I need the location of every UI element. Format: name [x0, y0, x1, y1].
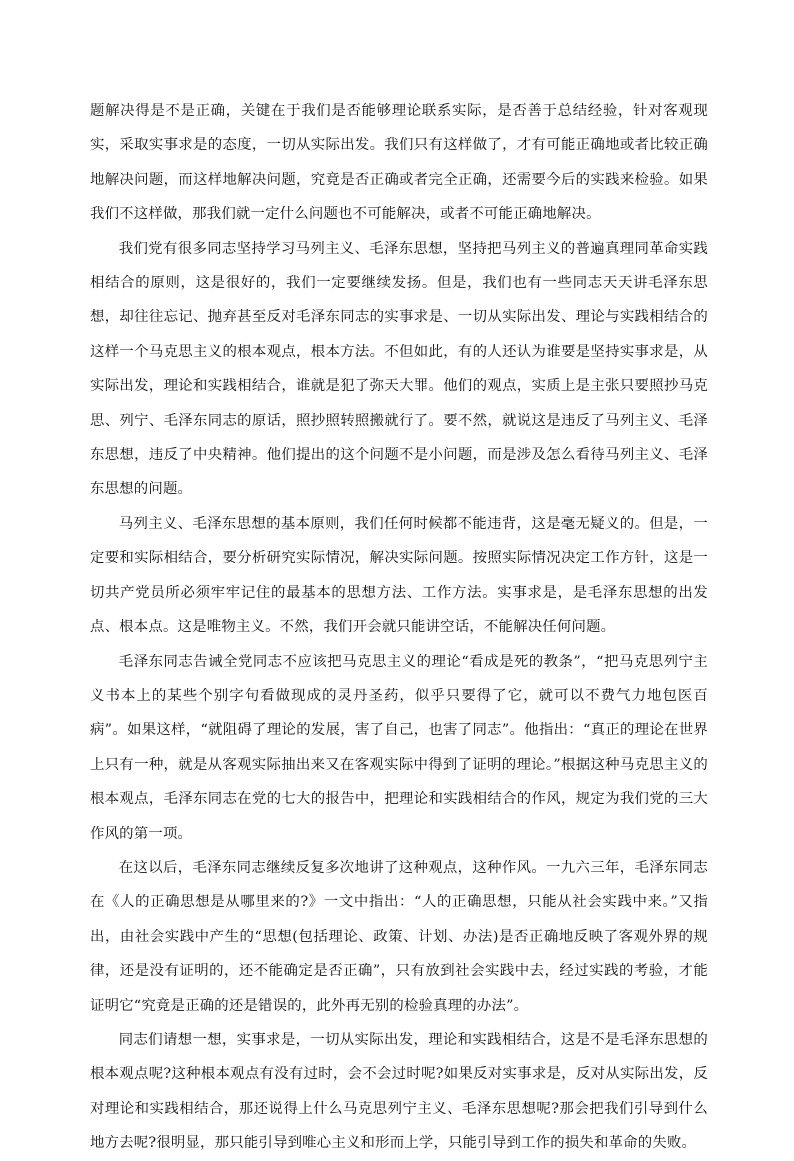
paragraph-2: 我们党有很多同志坚持学习马列主义、毛泽东思想，坚持把马列主义的普遍真理同革命实践相结合的原则，这是很好的，我们一定要继续发扬。但是，我们也有一些同志天天讲毛泽东思想，却往往忘记、抛弃甚至反对毛泽东同志的实事求是、一切从实际出发、理论与实践相结合的这样一个马克思主义的根本观点，根本方法。不但如此，有的人还认为谁要是坚持实事求是，从实际出发，理论和实践相结合，谁就是犯了弥天大罪。他们的观点，实质上是主张只要照抄马克思、列宁、毛泽东同志的原话，照抄照转照搬就行了。要不然，就说这是违反了马列主义、毛泽东思想，违反了中央精神。他们提出的这个问题不是小问题，而是涉及怎么看待马列主义、毛泽东思想的问题。 [90, 240, 708, 498]
document-body [90, 94, 708, 1161]
paragraph-1: 题解决得是不是正确，关键在于我们是否能够理论联系实际，是否善于总结经验，针对客观现实，采取实事求是的态度，一切从实际出发。我们只有这样做了，才有可能正确地或者比较正确地解决问题，而这样地解决问题，究竟是否正确或者完全正确，还需要今后的实践来检验。如果我们不这样做，那我们就一定什么问题也不可能解决，或者不可能正确地解决。 [90, 103, 708, 223]
paragraph-6: 同志们请想一想，实事求是，一切从实际出发，理论和实践相结合，这是不是毛泽东思想的根本观点呢?这种根本观点有没有过时，会不会过时呢?如果反对实事求是，反对从实际出发，反对理论和实践相结合，那还说得上什么马克思列宁主义、毛泽东思想呢?那会把我们引导到什么地方去呢?很明显，那只能引导到唯心主义和形而上学，只能引导到工作的损失和革命的失败。 [90, 1031, 708, 1152]
paragraph-3: 马列主义、毛泽东思想的基本原则，我们任何时候都不能违背，这是毫无疑义的。但是，一定要和实际相结合，要分析研究实际情况，解决实际问题。按照实际情况决定工作方针，这是一切共产党员所必须牢牢记住的最基本的思想方法、工作方法。实事求是，是毛泽东思想的出发点、根本点。这是唯物主义。不然，我们开会就只能讲空话，不能解决任何问题。 [90, 515, 708, 636]
paragraph-5: 在这以后，毛泽东同志继续反复多次地讲了这种观点，这种作风。一九六三年，毛泽东同志在《人的正确思想是从哪里来的?》一文中指出：“人的正确思想，只能从社会实践中来。”又指出，由社会实践中产生的“思想(包括理论、政策、计划、办法)是否正确地反映了客观外界的规律，还是没有证明的，还不能确定是否正确”，只有放到社会实践中去，经过实践的考验，才能证明它“究竟是正确的还是错误的，此外再无别的检验真理的办法”。 [90, 859, 708, 1014]
paragraph-4: 毛泽东同志告诫全党同志不应该把马克思主义的理论“看成是死的教条”，“把马克思列宁主义书本上的某些个别字句看做现成的灵丹圣药，似乎只要得了它，就可以不费气力地包医百病”。如果这样，“就阻碍了理论的发展，害了自己，也害了同志”。他指出：“真正的理论在世界上只有一种，就是从客观实际抽出来又在客观实际中得到了证明的理论。”根据这种马克思主义的根本观点，毛泽东同志在党的七大的报告中，把理论和实践相结合的作风，规定为我们党的三大作风的第一项。 [90, 653, 708, 842]
